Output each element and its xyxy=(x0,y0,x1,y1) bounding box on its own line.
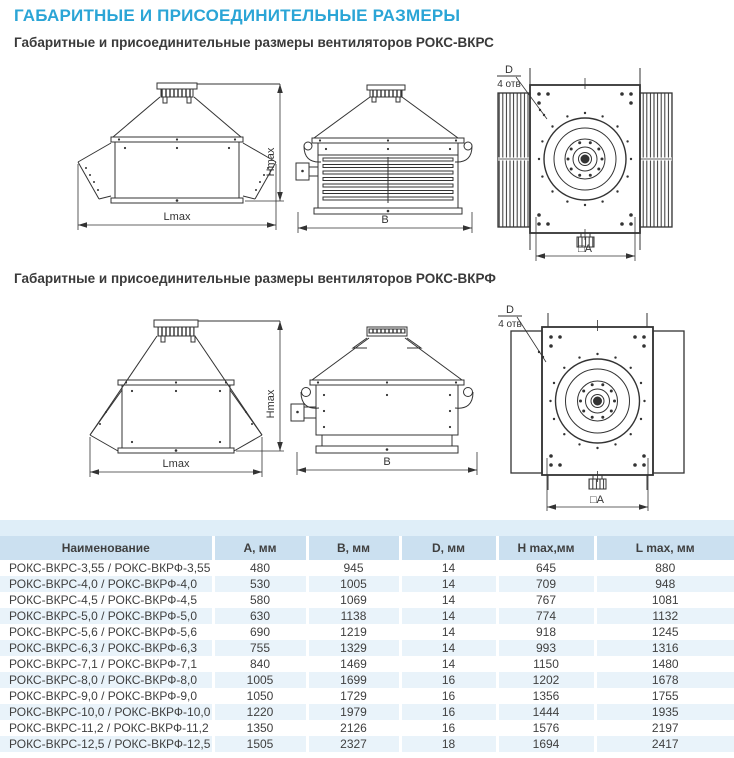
dimension-cell: 1469 xyxy=(307,656,400,672)
dimension-cell: 1220 xyxy=(213,704,307,720)
b-label: B xyxy=(381,214,389,226)
table-row xyxy=(0,560,734,576)
dimension-cell: 1069 xyxy=(307,592,400,608)
table-row xyxy=(0,640,734,656)
table-row xyxy=(0,608,734,624)
table-row xyxy=(0,736,734,752)
table-header-row xyxy=(0,536,734,560)
vkrs-front-view-drawing xyxy=(8,62,288,268)
fan-name-cell: РОКС-ВКРС-6,3 / РОКС-ВКРФ-6,3 xyxy=(0,640,213,656)
dimension-cell: 580 xyxy=(213,592,307,608)
fan-name-cell: РОКС-ВКРС-4,5 / РОКС-ВКРФ-4,5 xyxy=(0,592,213,608)
vkrf-front-view-drawing xyxy=(8,300,288,520)
fan-name-cell: РОКС-ВКРС-9,0 / РОКС-ВКРФ-9,0 xyxy=(0,688,213,704)
column-header: Наименование xyxy=(0,536,213,560)
dimension-cell: 2126 xyxy=(307,720,400,736)
dimension-cell: 16 xyxy=(400,672,497,688)
dimension-cell: 1350 xyxy=(213,720,307,736)
dimension-cell: 2417 xyxy=(595,736,734,752)
dimension-cell: 630 xyxy=(213,608,307,624)
section-subtitle-vkrf: Габаритные и присоединительные размеры вентиляторов РОКС-ВКРФ xyxy=(14,271,496,286)
dimension-cell: 767 xyxy=(497,592,595,608)
dimension-cell: 1005 xyxy=(213,672,307,688)
dimension-cell: 1444 xyxy=(497,704,595,720)
fan-name-cell: РОКС-ВКРС-4,0 / РОКС-ВКРФ-4,0 xyxy=(0,576,213,592)
dimension-cell: 840 xyxy=(213,656,307,672)
table-row xyxy=(0,672,734,688)
dimension-cell: 16 xyxy=(400,688,497,704)
table-row xyxy=(0,720,734,736)
fan-name-cell: РОКС-ВКРС-3,55 / РОКС-ВКРФ-3,55 xyxy=(0,560,213,576)
dimension-cell: 1245 xyxy=(651,625,679,639)
dimension-cell: 14 xyxy=(400,560,497,576)
dimension-cell: 1329 xyxy=(307,640,400,656)
dimension-cell: 1202 xyxy=(497,672,595,688)
dimension-cell: 530 xyxy=(213,576,307,592)
four-holes-label: 4 отв xyxy=(497,79,521,90)
dimension-cell: 16 xyxy=(400,720,497,736)
dimension-cell: 709 xyxy=(497,576,595,592)
vkrf-side-view-drawing xyxy=(283,300,483,520)
dimension-cell: 2197 xyxy=(651,721,679,735)
dimension-cell: 14 xyxy=(400,656,497,672)
dimension-cell: 1576 xyxy=(497,720,595,736)
table-row xyxy=(0,592,734,608)
fan-name-cell: РОКС-ВКРС-11,2 / РОКС-ВКРФ-11,2 xyxy=(0,720,213,736)
right-flap xyxy=(653,331,684,473)
lmax-dimension xyxy=(90,437,262,477)
square-a-label: □A xyxy=(578,243,592,255)
dimension-cell: 1755 xyxy=(651,689,679,703)
dimension-cell: 1316 xyxy=(595,640,734,656)
d-label: D xyxy=(506,304,514,316)
four-holes-label: 4 отв xyxy=(498,319,522,330)
dimension-cell: 1979 xyxy=(307,704,400,720)
dimension-cell: 480 xyxy=(213,560,307,576)
dimension-cell: 1150 xyxy=(497,656,595,672)
dimension-cell: 774 xyxy=(497,608,595,624)
dimension-cell: 755 xyxy=(213,640,307,656)
table-row xyxy=(0,576,734,592)
lmax-label: Lmax xyxy=(163,211,191,223)
dimension-cell: 18 xyxy=(400,736,497,752)
fan-name-cell: РОКС-ВКРС-5,0 / РОКС-ВКРФ-5,0 xyxy=(0,608,213,624)
dimension-cell: 1005 xyxy=(307,576,400,592)
rivet-dots xyxy=(301,139,457,212)
impeller xyxy=(544,118,626,200)
column-header: H max,мм xyxy=(497,536,595,560)
column-header: A, мм xyxy=(213,536,307,560)
fan-name-cell: РОКС-ВКРС-12,5 / РОКС-ВКРФ-12,5 xyxy=(0,736,213,752)
dimension-cell: 1356 xyxy=(497,688,595,704)
dimension-cell: 1138 xyxy=(307,608,400,624)
table-top-band xyxy=(0,520,734,536)
dimensions-table xyxy=(0,536,734,752)
table-row xyxy=(0,656,734,672)
fan-name-cell: РОКС-ВКРС-7,1 / РОКС-ВКРФ-7,1 xyxy=(0,656,213,672)
b-label: B xyxy=(383,456,391,468)
dimension-cell: 1480 xyxy=(651,657,679,671)
impeller xyxy=(556,359,640,443)
dimension-cell: 880 xyxy=(655,561,676,575)
dimension-cell: 1219 xyxy=(307,624,400,640)
dimension-cell: 948 xyxy=(595,576,734,592)
hmax-label: Hmax xyxy=(265,389,277,419)
dimension-cell: 14 xyxy=(400,624,497,640)
table-row xyxy=(0,624,734,640)
page-title: ГАБАРИТНЫЕ И ПРИСОЕДИНИТЕЛЬНЫЕ РАЗМЕРЫ xyxy=(14,6,461,25)
lmax-label: Lmax xyxy=(162,458,190,470)
fan-name-cell: РОКС-ВКРС-8,0 / РОКС-ВКРФ-8,0 xyxy=(0,672,213,688)
column-header: L max, мм xyxy=(595,536,734,560)
dimension-cell: 1081 xyxy=(651,593,679,607)
table-row xyxy=(0,704,734,720)
vkrs-top-view-drawing xyxy=(483,62,734,274)
dimension-cell: 918 xyxy=(497,624,595,640)
dimension-cell: 1699 xyxy=(307,672,400,688)
column-header: D, мм xyxy=(400,536,497,560)
rivet-dots xyxy=(296,381,457,450)
dimension-cell: 1050 xyxy=(213,688,307,704)
fan-name-cell: РОКС-ВКРС-10,0 / РОКС-ВКРФ-10,0 xyxy=(0,704,213,720)
dimension-cell: 993 xyxy=(497,640,595,656)
hmax-label: Hmax xyxy=(265,147,277,177)
dimension-cell: 2327 xyxy=(307,736,400,752)
rivet-dots xyxy=(85,138,269,201)
square-a-label: □A xyxy=(590,494,604,506)
dimension-cell: 645 xyxy=(497,560,595,576)
dimension-cell: 1678 xyxy=(595,672,734,688)
dimension-cell: 945 xyxy=(307,560,400,576)
dimension-cell: 14 xyxy=(400,576,497,592)
dimension-cell: 1505 xyxy=(213,736,307,752)
dimension-cell: 1132 xyxy=(595,608,734,624)
column-header: B, мм xyxy=(307,536,400,560)
left-flap xyxy=(511,331,542,473)
table-row xyxy=(0,688,734,704)
vkrs-side-view-drawing xyxy=(283,62,483,268)
fan-name-cell: РОКС-ВКРС-5,6 / РОКС-ВКРФ-5,6 xyxy=(0,624,213,640)
vkrf-top-view-drawing xyxy=(483,300,734,520)
hmax-dimension xyxy=(245,84,284,201)
dimension-cell: 16 xyxy=(400,704,497,720)
dimension-cell: 14 xyxy=(400,608,497,624)
dimension-cell: 690 xyxy=(213,624,307,640)
dimensions-table-section xyxy=(0,520,734,752)
section-subtitle-vkrs: Габаритные и присоединительные размеры вентиляторов РОКС-ВКРС xyxy=(14,35,494,50)
d-label: D xyxy=(505,64,513,76)
dimension-cell: 1694 xyxy=(497,736,595,752)
dimension-cell: 1729 xyxy=(307,688,400,704)
dimension-cell: 1935 xyxy=(595,704,734,720)
dimension-cell: 14 xyxy=(400,592,497,608)
dimension-cell: 14 xyxy=(400,640,497,656)
